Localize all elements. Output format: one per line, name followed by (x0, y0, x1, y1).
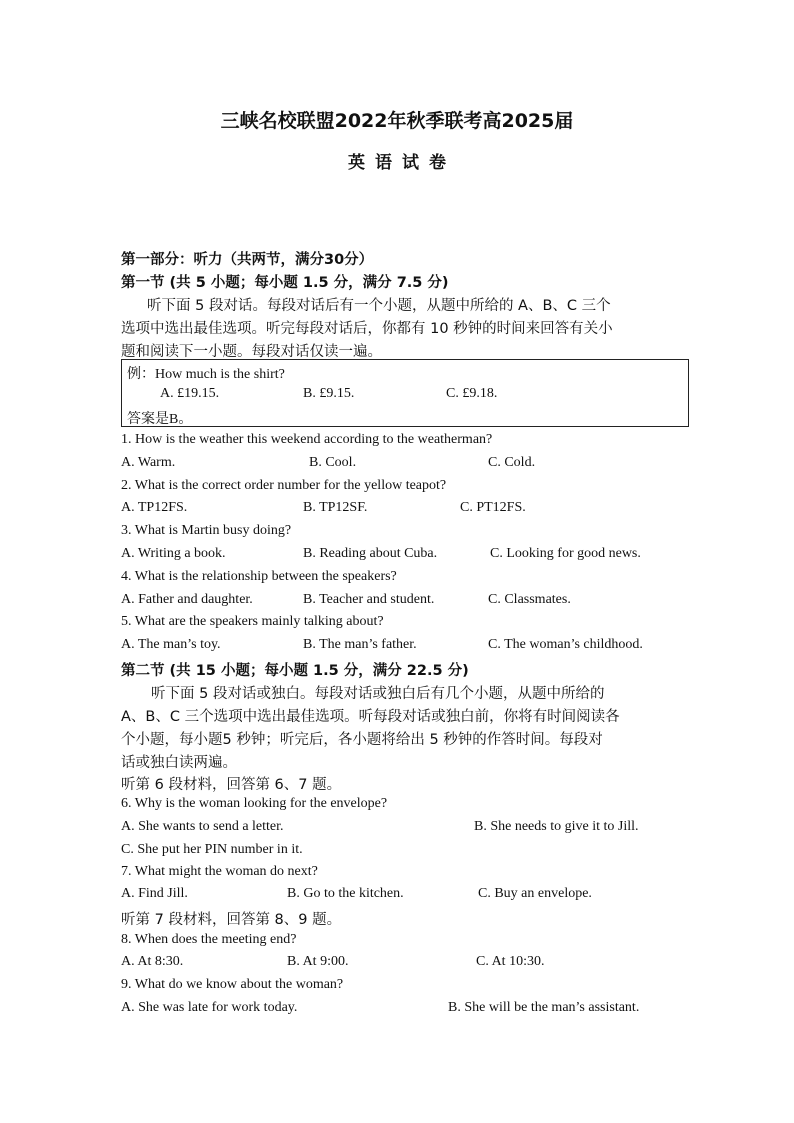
option-b: B. She needs to give it to Jill. (474, 819, 639, 834)
question-9: 9. What do we know about the woman? (121, 977, 344, 992)
option-c: C. Looking for good news. (490, 546, 641, 561)
example-question: 例：How much is the shirt? (127, 367, 285, 382)
option-b: B. Teacher and student. (303, 592, 435, 607)
option-c: C. Classmates. (488, 592, 571, 607)
material-7-heading: 听第 7 段材料，回答第 8、9 题。 (121, 912, 342, 928)
question-6: 6. Why is the woman looking for the envelope? (121, 796, 388, 811)
question-8: 8. When does the meeting end? (121, 932, 297, 947)
section2-instruction-line: 个小题，每小题5 秒钟；听完后，各小题将给出 5 秒钟的作答时间。每段对 (121, 732, 603, 748)
option-b: B. Reading about Cuba. (303, 546, 438, 561)
question-2: 2. What is the correct order number for the yellow teapot? (121, 478, 447, 493)
section2-instruction-line: A、B、C 三个选项中选出最佳选项。听每段对话或独白前，你将有时间阅读各 (121, 709, 620, 725)
section1-heading: 第一节 (共 5 小题；每小题 1.5 分，满分 7.5 分) (121, 275, 449, 291)
option-a: A. Father and daughter. (121, 592, 253, 607)
question-1: 1. How is the weather this weekend according to the weatherman? (121, 432, 493, 447)
option-a: A. She was late for work today. (121, 1000, 298, 1015)
option-c: C. She put her PIN number in it. (121, 842, 303, 857)
question-5: 5. What are the speakers mainly talking about? (121, 614, 384, 629)
example-answer: 答案是B。 (127, 412, 193, 427)
option-c: C. At 10:30. (476, 954, 545, 969)
option-b: B. Cool. (309, 455, 357, 470)
option-b: B. At 9:00. (287, 954, 349, 969)
option-a: A. She wants to send a letter. (121, 819, 284, 834)
option-b: B. She will be the man’s assistant. (448, 1000, 640, 1015)
option-a: A. The man’s toy. (121, 637, 221, 652)
question-4: 4. What is the relationship between the speakers? (121, 569, 397, 584)
section1-instruction-line: 题和阅读下一小题。每段对话仅读一遍。 (121, 344, 382, 360)
section1-instruction-line: 听下面 5 段对话。每段对话后有一个小题，从题中所给的 A、B、C 三个 (147, 298, 611, 314)
example-option-b: B. £9.15. (303, 386, 355, 401)
section2-instruction-line: 听下面 5 段对话或独白。每段对话或独白后有几个小题，从题中所给的 (151, 686, 605, 702)
exam-title: 三峡名校联盟2022年秋季联考高2025届 (220, 110, 574, 132)
option-a: A. Writing a book. (121, 546, 226, 561)
option-c: C. Buy an envelope. (478, 886, 592, 901)
option-a: A. TP12FS. (121, 500, 188, 515)
option-c: C. Cold. (488, 455, 536, 470)
part1-heading: 第一部分：听力（共两节，满分30分） (121, 252, 374, 268)
question-7: 7. What might the woman do next? (121, 864, 318, 879)
question-3: 3. What is Martin busy doing? (121, 523, 292, 538)
example-option-c: C. £9.18. (446, 386, 498, 401)
option-b: B. TP12SF. (303, 500, 368, 515)
exam-subtitle: 英语试卷 (348, 153, 456, 173)
section2-instruction-line: 话或独白读两遍。 (121, 755, 237, 771)
option-a: A. At 8:30. (121, 954, 184, 969)
option-a: A. Find Jill. (121, 886, 188, 901)
material-6-heading: 听第 6 段材料，回答第 6、7 题。 (121, 777, 342, 793)
option-a: A. Warm. (121, 455, 176, 470)
option-c: C. PT12FS. (460, 500, 526, 515)
example-option-a: A. £19.15. (160, 386, 220, 401)
section1-instruction-line: 选项中选出最佳选项。听完每段对话后，你都有 10 秒钟的时间来回答有关小 (121, 321, 613, 337)
section2-heading: 第二节 (共 15 小题；每小题 1.5 分，满分 22.5 分) (121, 663, 469, 679)
option-b: B. The man’s father. (303, 637, 417, 652)
option-c: C. The woman’s childhood. (488, 637, 643, 652)
option-b: B. Go to the kitchen. (287, 886, 404, 901)
